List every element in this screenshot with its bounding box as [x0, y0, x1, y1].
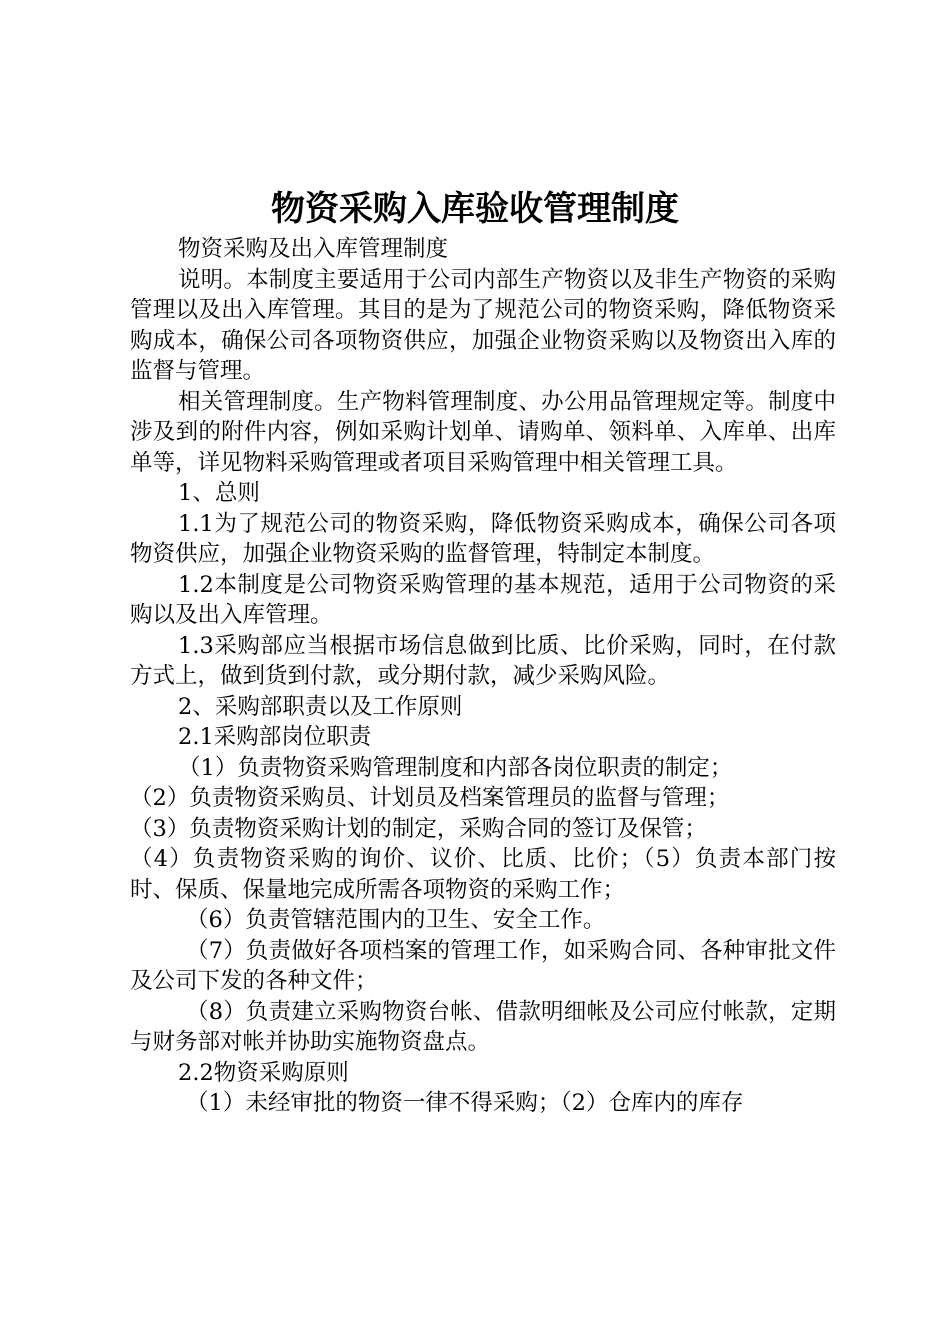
paragraph-1-2: 1.2本制度是公司物资采购管理的基本规范，适用于公司物资的采购以及出入库管理。: [130, 571, 836, 628]
heading-section-1: 1、总则: [178, 480, 260, 506]
paragraph-subtitle: 物资采购及出入库管理制度: [178, 236, 449, 262]
document-body: [130, 234, 836, 1119]
heading-2-2: 2.2物资采购原则: [178, 1059, 349, 1086]
duty-item-6: （6）负责管辖范围内的卫生、安全工作。: [186, 907, 606, 933]
duty-item-8: （8）负责建立采购物资台帐、借款明细帐及公司应付帐款，定期与财务部对帐并协助实施物资盘点。: [130, 998, 836, 1055]
duty-item-3: （3）负责物资采购计划的制定，采购合同的签订及保管；: [130, 815, 707, 842]
duty-item-7: （7）负责做好各项档案的管理工作，如采购合同、各种审批文件及公司下发的各种文件；: [130, 937, 836, 994]
duty-item-1: （1）负责物资采购管理制度和内部各岗位职责的制定；: [178, 754, 733, 781]
duty-item-4-5: （4）负责物资采购的询价、议价、比质、比价；（5）负责本部门按时、保质、保量地完成所需各项物资的采购工作；: [130, 846, 836, 903]
paragraph-1-3: 1.3采购部应当根据市场信息做到比质、比价采购，同时，在付款方式上，做到货到付款，或分期付款，减少采购风险。: [130, 632, 836, 689]
paragraph-related-rules: 相关管理制度。生产物料管理制度、办公用品管理规定等。制度中涉及到的附件内容，例如采购计划单、请购单、领料单、入库单、出库单等，详见物料采购管理或者项目采购管理中相关管理工具。: [130, 388, 836, 476]
heading-section-2: 2、采购部职责以及工作原则: [178, 693, 463, 720]
principle-items: （1）未经审批的物资一律不得采购；（2）仓库内的库存: [186, 1090, 744, 1116]
duty-item-2: （2）负责物资采购员、计划员及档案管理员的监督与管理；: [130, 785, 730, 811]
heading-2-1: 2.1采购部岗位职责: [178, 724, 372, 750]
paragraph-description: 说明。本制度主要适用于公司内部生产物资以及非生产物资的采购管理以及出入库管理。其目的是为了规范公司的物资采购，降低物资采购成本，确保公司各项物资供应，加强企业物资采购以及物资出入库的监督与管理。: [130, 266, 836, 384]
document-title: 物资采购入库验收管理制度: [271, 189, 679, 229]
paragraph-1-1: 1.1为了规范公司的物资采购，降低物资采购成本，确保公司各项物资供应，加强企业物资采购的监督管理，特制定本制度。: [130, 510, 836, 567]
